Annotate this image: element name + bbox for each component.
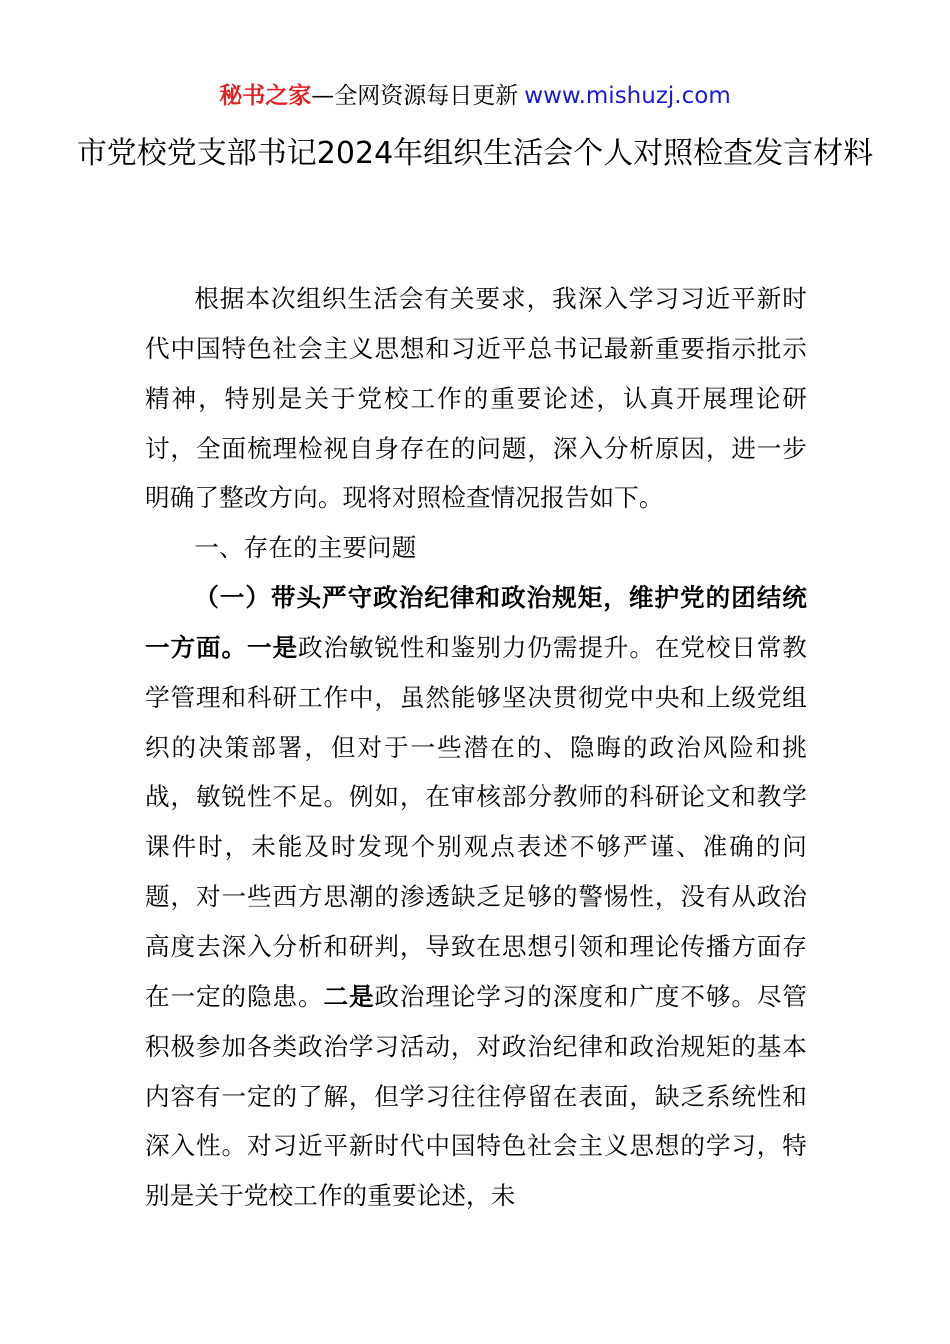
point-two-label: 二是 <box>323 981 375 1011</box>
problem-paragraph <box>145 573 807 1221</box>
brand-name: 秘书之家 <box>219 83 312 109</box>
point-one-label: 一是 <box>246 632 298 662</box>
header-url-link[interactable]: www.mishuzj.com <box>524 83 731 109</box>
section-heading: 一、存在的主要问题 <box>194 533 417 563</box>
document-body <box>145 274 807 1221</box>
document-title: 市党校党支部书记2024年组织生活会个人对照检查发言材料 <box>76 136 874 171</box>
header-tagline: —全网资源每日更新 <box>311 83 519 109</box>
intro-paragraph: 根据本次组织生活会有关要求，我深入学习习近平新时代中国特色社会主义思想和习近平总书记最新重要指示批示精神，特别是关于党校工作的重要论述，认真开展理论研讨，全面梳理检视自身存在的问题，深入分析原因，进一步明确了整改方向。现将对照检查情况报告如下。 <box>145 284 807 513</box>
point-two-text: 政治理论学习的深度和广度不够。尽管积极参加各类政治学习活动，对政治纪律和政治规矩的基本内容有一定的了解，但学习往往停留在表面，缺乏系统性和深入性。对习近平新时代中国特色社会主义思想的学习，特别是关于党校工作的重要论述，未 <box>145 981 808 1211</box>
point-one-text: 政治敏锐性和鉴别力仍需提升。在党校日常教学管理和科研工作中，虽然能够坚决贯彻党中央和上级党组织的决策部署，但对于一些潜在的、隐晦的政治风险和挑战，敏锐性不足。例如，在审核部分教师的科研论文和教学课件时，未能及时发现个别观点表述不够严谨、准确的问题，对一些西方思潮的渗透缺乏足够的警惕性，没有从政治高度去深入分析和研判，导致在思想引领和理论传播方面存在一定的隐患。 <box>145 632 807 1011</box>
subsection-heading: （一）带头严守政治纪律和政治规矩，维护党的团结统一方面。 <box>145 583 807 662</box>
site-header <box>0 80 950 112</box>
